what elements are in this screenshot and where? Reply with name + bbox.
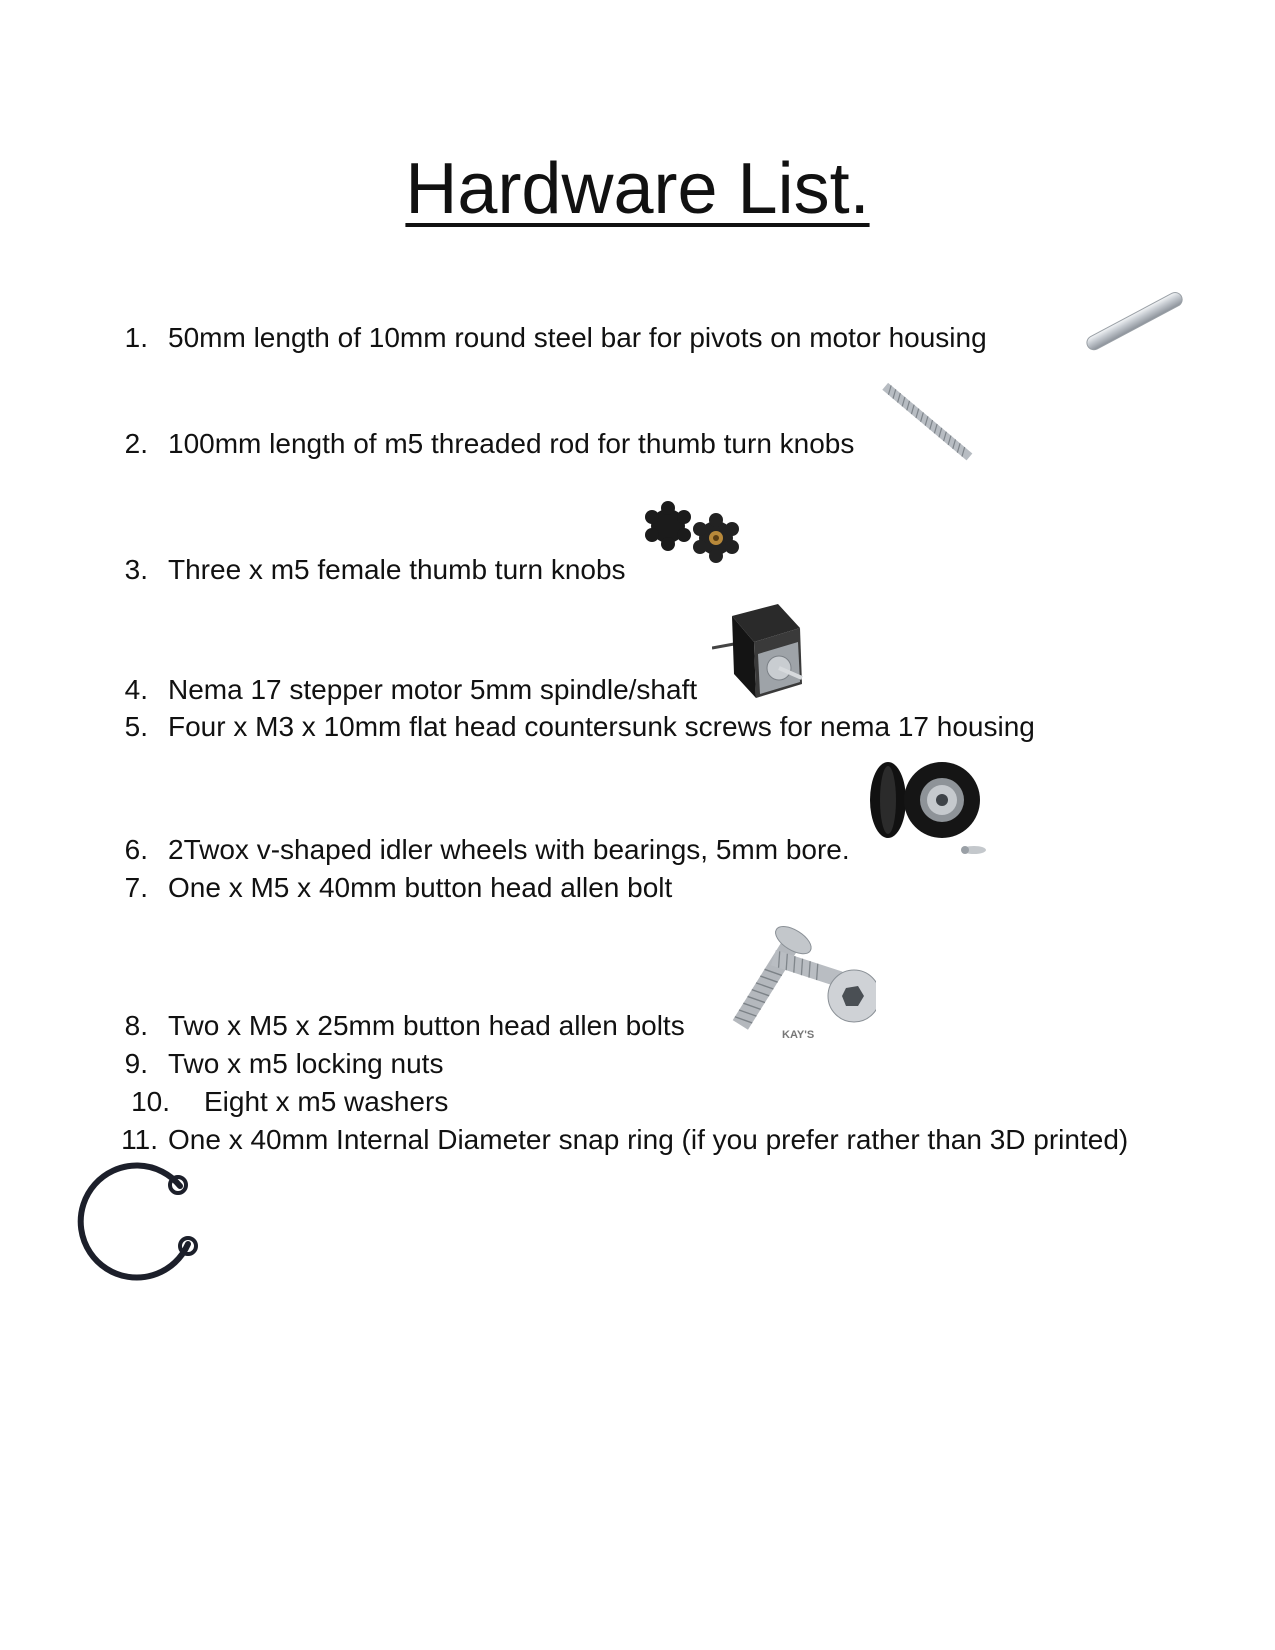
steel-bar-image: [1080, 282, 1190, 362]
list-number: 6.: [124, 834, 148, 865]
button-head-bolts-image: [706, 912, 876, 1042]
idler-wheels-image: [866, 758, 996, 868]
list-text: 100mm length of m5 threaded rod for thumb turn knobs: [168, 428, 855, 459]
list-number: 10.: [131, 1086, 170, 1117]
list-number: 4.: [124, 674, 148, 705]
list-text: Three x m5 female thumb turn knobs: [168, 554, 626, 585]
list-text: One x 40mm Internal Diameter snap ring (if you prefer rather than 3D printed): [168, 1124, 1129, 1155]
list-text: 2Twox v-shaped idler wheels with bearings, 5mm bore.: [168, 834, 850, 865]
list-text: Two x m5 locking nuts: [168, 1048, 444, 1079]
list-number: 3.: [124, 554, 148, 585]
page-title: Hardware List.: [405, 149, 870, 229]
list-text: Eight x m5 washers: [204, 1086, 449, 1117]
list-text: Two x M5 x 25mm button head allen bolts: [168, 1010, 685, 1041]
list-number: 7.: [124, 872, 148, 903]
list-number: 8.: [124, 1010, 148, 1041]
snap-ring-image: [72, 1160, 202, 1290]
list-text: Four x M3 x 10mm flat head countersunk screws for nema 17 housing: [168, 711, 1035, 742]
threaded-rod-image: [872, 372, 982, 472]
list-number: 2.: [124, 428, 148, 459]
thumb-knobs-image: [642, 500, 750, 568]
list-number: 11.: [121, 1124, 158, 1155]
list-text: One x M5 x 40mm button head allen bolt: [168, 872, 673, 903]
list-text: Nema 17 stepper motor 5mm spindle/shaft: [168, 674, 698, 705]
list-number: 1.: [124, 322, 148, 353]
list-number: 5.: [124, 711, 148, 742]
list-text: 50mm length of 10mm round steel bar for pivots on motor housing: [168, 322, 987, 353]
stepper-motor-image: [712, 598, 812, 708]
list-number: 9.: [124, 1048, 148, 1079]
bolt-image-watermark: KAY'S: [782, 1029, 815, 1041]
